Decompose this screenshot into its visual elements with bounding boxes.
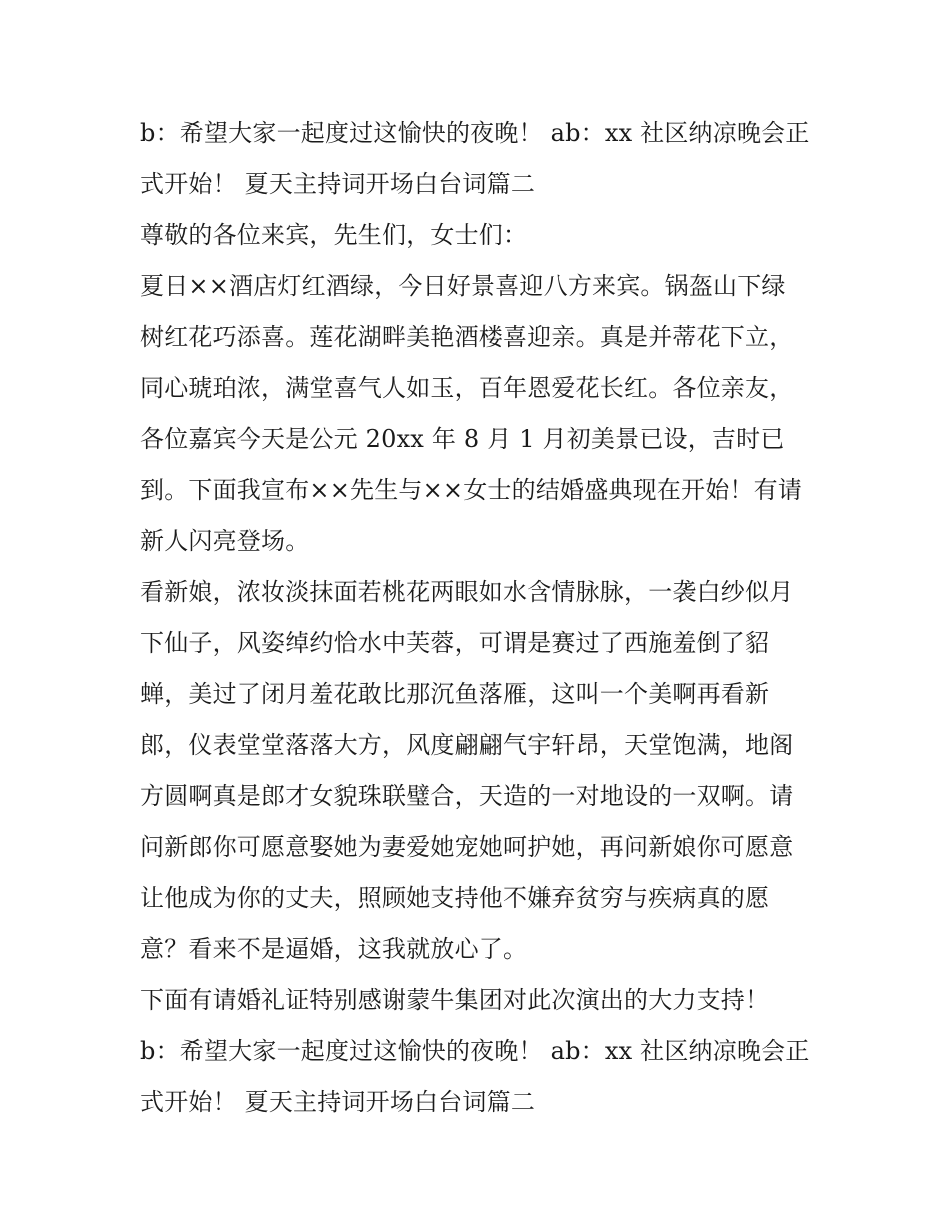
text-line: 下仙子，风姿绰约恰水中芙蓉，可谓是赛过了西施羞倒了貂 (140, 629, 770, 657)
paragraph-salutation (140, 210, 820, 261)
text-line: 同心琥珀浓，满堂喜气人如玉，百年恩爱花长红。各位亲友， (140, 374, 794, 402)
text-line: 式开始！ 夏天主持词开场白台词篇二 (140, 170, 536, 198)
paragraph-closing-remarks (140, 108, 820, 210)
text-line: 让他成为你的丈夫，照顾她支持他不嫌弃贫穷与疾病真的愿 (140, 884, 770, 912)
text-line: 尊敬的各位来宾，先生们，女士们： (140, 221, 528, 249)
text-line: 各位嘉宾今天是公元 20xx 年 8 月 1 月初美景已设，吉时已 (140, 425, 785, 453)
text-line: 方圆啊真是郎才女貌珠联璧合，天造的一对地设的一双啊。请 (140, 782, 794, 810)
text-line: 到。下面我宣布××先生与××女士的结婚盛典现在开始！有请 (140, 476, 803, 504)
text-line: 下面有请婚礼证特别感谢蒙牛集团对此次演出的大力支持！ (140, 986, 770, 1014)
text-line: 新人闪亮登场。 (140, 527, 310, 555)
text-line: b：希望大家一起度过这愉快的夜晚！ ab：xx 社区纳凉晚会正 (140, 119, 810, 147)
paragraph-opening (140, 261, 820, 567)
text-line: 树红花巧添喜。莲花湖畔美艳酒楼喜迎亲。真是并蒂花下立， (140, 323, 794, 351)
text-line: 问新郎你可愿意娶她为妻爱她宠她呵护她，再问新娘你可愿意 (140, 833, 794, 861)
paragraph-closing-remarks-repeat (140, 1026, 820, 1128)
text-line: 蝉，美过了闭月羞花敢比那沉鱼落雁，这叫一个美啊再看新 (140, 680, 770, 708)
document-body (140, 108, 820, 1128)
text-line: 夏日××酒店灯红酒绿，今日好景喜迎八方来宾。锅盔山下绿 (140, 272, 786, 300)
text-line: 看新娘，浓妆淡抹面若桃花两眼如水含情脉脉，一袭白纱似月 (140, 578, 794, 606)
paragraph-bride-groom (140, 567, 820, 975)
paragraph-thanks (140, 975, 820, 1026)
text-line: 郎，仪表堂堂落落大方，风度翩翩气宇轩昂，天堂饱满，地阁 (140, 731, 794, 759)
text-line: b：希望大家一起度过这愉快的夜晚！ ab：xx 社区纳凉晚会正 (140, 1037, 810, 1065)
text-line: 式开始！ 夏天主持词开场白台词篇二 (140, 1088, 536, 1116)
text-line: 意？看来不是逼婚，这我就放心了。 (140, 935, 528, 963)
